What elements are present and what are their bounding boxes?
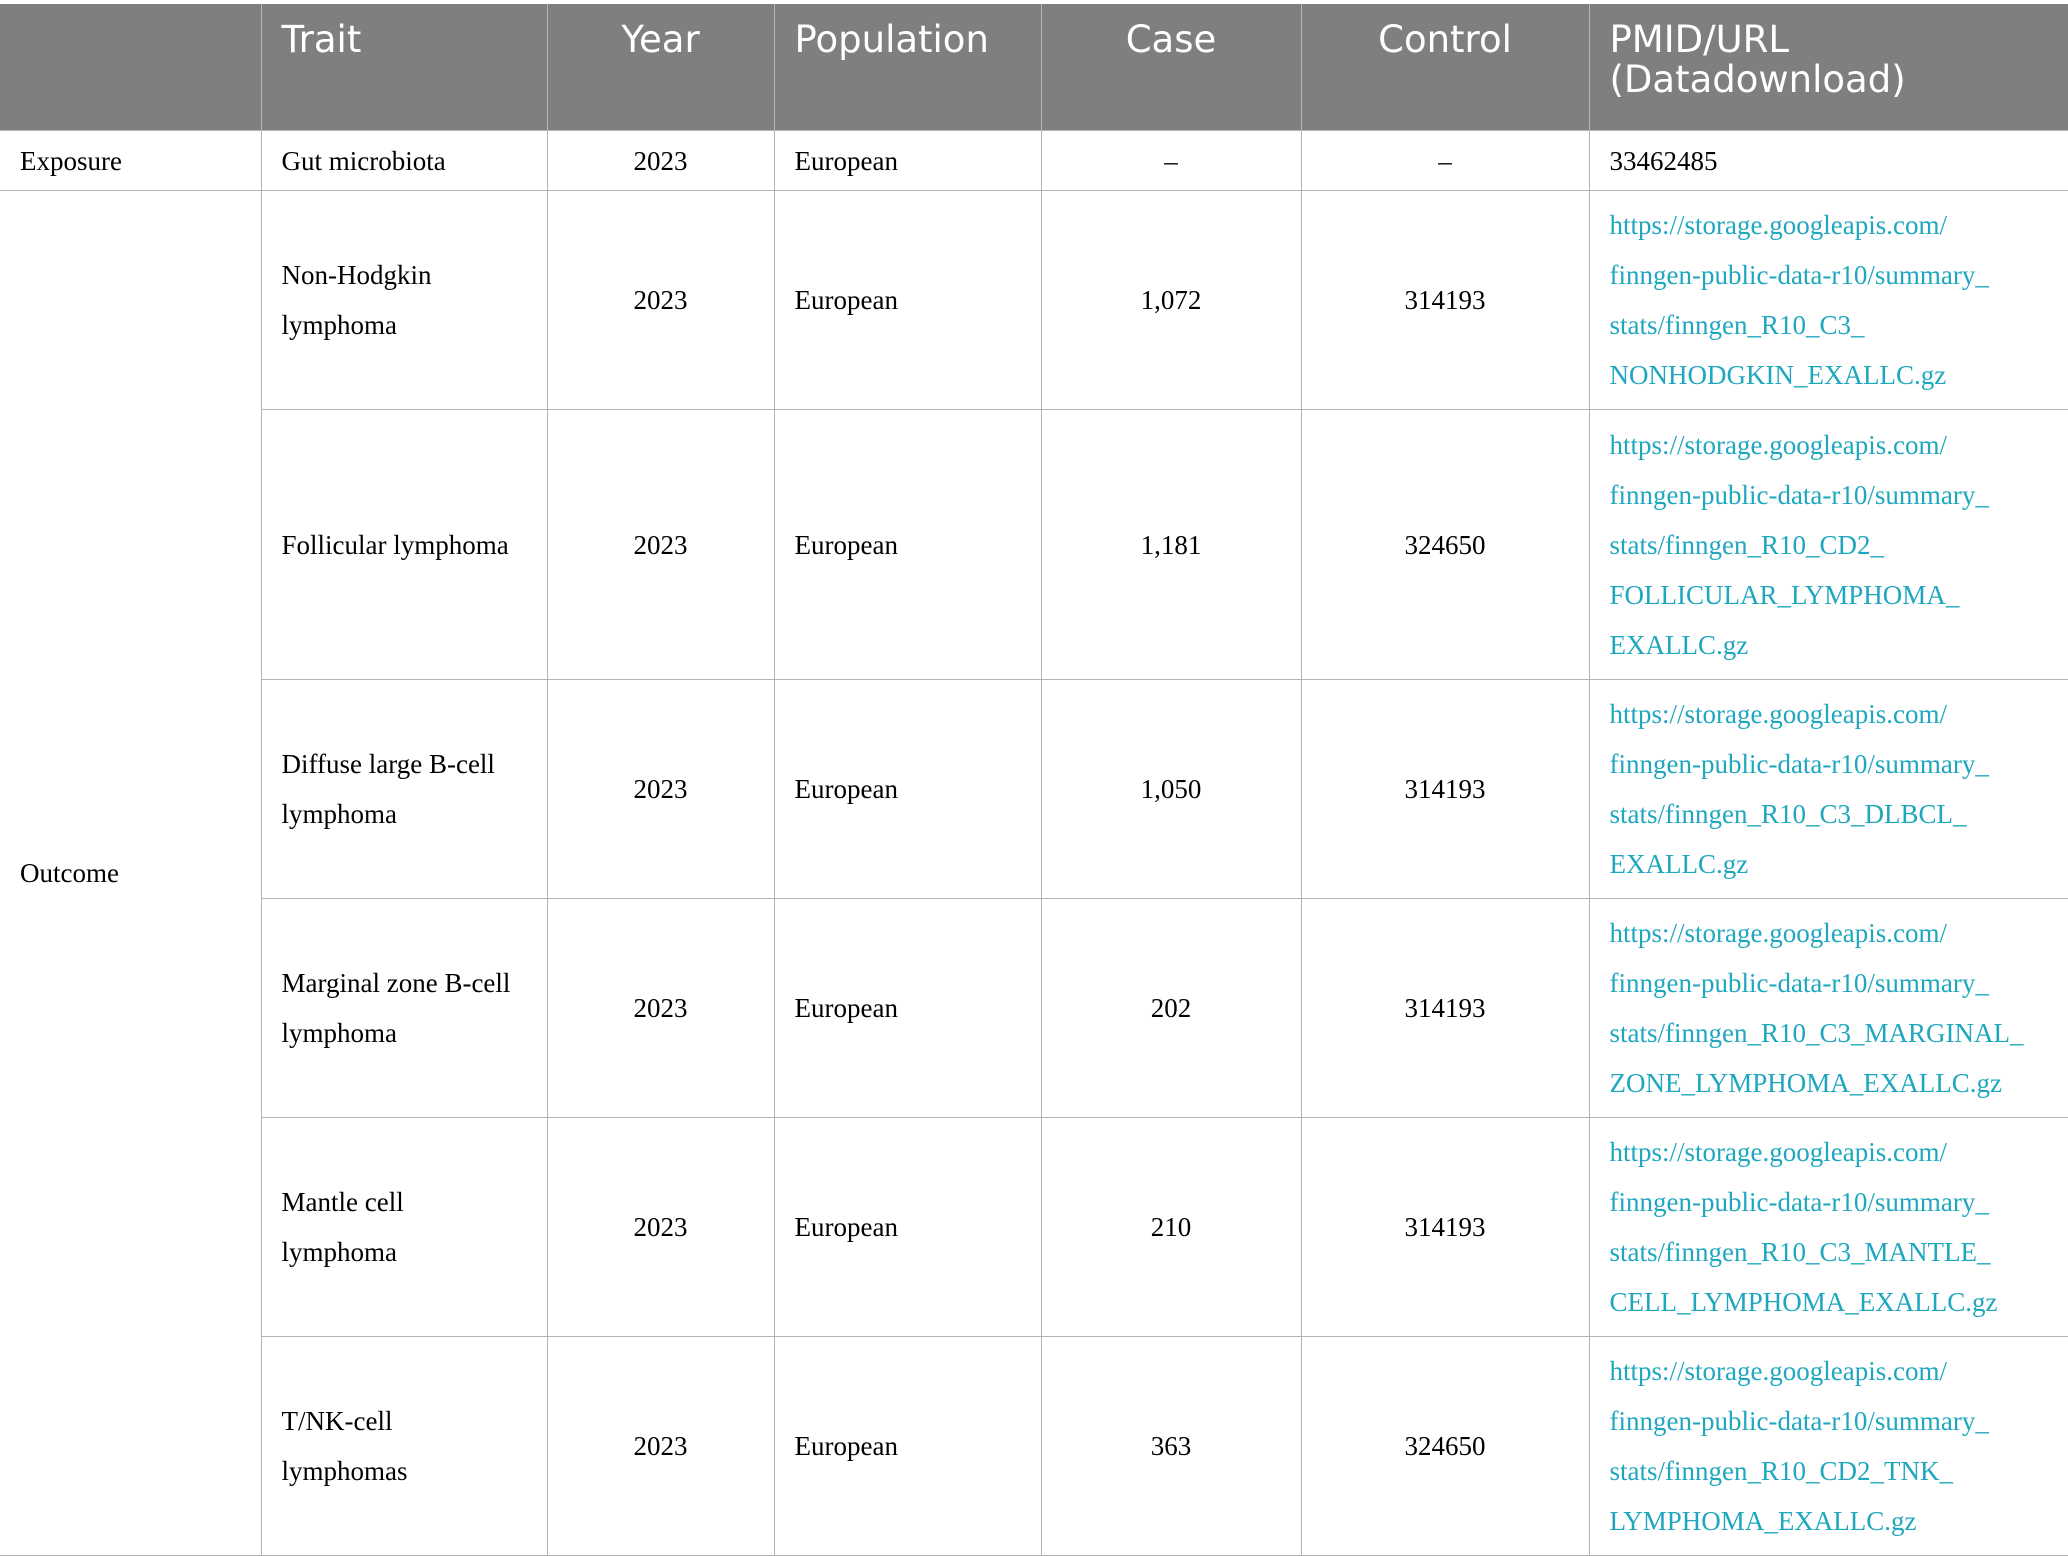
population-cell: European xyxy=(774,1118,1041,1337)
exposure-row xyxy=(0,131,2068,191)
outcome-row xyxy=(0,899,2068,1118)
header-year: Year xyxy=(547,4,774,131)
year-cell: 2023 xyxy=(547,191,774,410)
case-cell: 202 xyxy=(1041,899,1301,1118)
year-cell: 2023 xyxy=(547,680,774,899)
control-cell: 314193 xyxy=(1301,1118,1589,1337)
control-cell: 324650 xyxy=(1301,410,1589,680)
outcome-row xyxy=(0,1337,2068,1556)
population-cell: European xyxy=(774,131,1041,191)
outcome-row xyxy=(0,191,2068,410)
trait-cell: T/NK-cell lymphomas xyxy=(261,1337,547,1556)
case-cell: – xyxy=(1041,131,1301,191)
year-cell: 2023 xyxy=(547,410,774,680)
header-row xyxy=(0,4,2068,131)
data-sources-table xyxy=(0,4,2068,1556)
year-cell: 2023 xyxy=(547,1337,774,1556)
url-link[interactable]: https://storage.googleapis.com/ finngen-public-data-r10/summary_ stats/finngen_R10_CD2_ FOLLICULAR_LYMPHOMA_ EXALLC.gz xyxy=(1589,410,2068,680)
header-pmid-url: PMID/URL (Datadownload) xyxy=(1589,4,2068,131)
header-group xyxy=(0,4,261,131)
control-cell: 324650 xyxy=(1301,1337,1589,1556)
pmid-cell: 33462485 xyxy=(1589,131,2068,191)
outcome-row xyxy=(0,410,2068,680)
trait-cell: Marginal zone B-cell lymphoma xyxy=(261,899,547,1118)
control-cell: – xyxy=(1301,131,1589,191)
trait-cell: Mantle cell lymphoma xyxy=(261,1118,547,1337)
case-cell: 1,072 xyxy=(1041,191,1301,410)
year-cell: 2023 xyxy=(547,1118,774,1337)
trait-cell: Follicular lymphoma xyxy=(261,410,547,680)
group-cell: Outcome xyxy=(0,191,261,1556)
population-cell: European xyxy=(774,680,1041,899)
group-cell: Exposure xyxy=(0,131,261,191)
control-cell: 314193 xyxy=(1301,191,1589,410)
outcome-row xyxy=(0,680,2068,899)
url-link[interactable]: https://storage.googleapis.com/ finngen-public-data-r10/summary_ stats/finngen_R10_C3_DLBCL_ EXALLC.gz xyxy=(1589,680,2068,899)
case-cell: 1,181 xyxy=(1041,410,1301,680)
outcome-row xyxy=(0,1118,2068,1337)
header-control: Control xyxy=(1301,4,1589,131)
url-link[interactable]: https://storage.googleapis.com/ finngen-public-data-r10/summary_ stats/finngen_R10_C3_MARGINAL_ ZONE_LYMPHOMA_EXALLC.gz xyxy=(1589,899,2068,1118)
header-case: Case xyxy=(1041,4,1301,131)
year-cell: 2023 xyxy=(547,899,774,1118)
case-cell: 210 xyxy=(1041,1118,1301,1337)
year-cell: 2023 xyxy=(547,131,774,191)
trait-cell: Non-Hodgkin lymphoma xyxy=(261,191,547,410)
population-cell: European xyxy=(774,1337,1041,1556)
population-cell: European xyxy=(774,410,1041,680)
url-link[interactable]: https://storage.googleapis.com/ finngen-public-data-r10/summary_ stats/finngen_R10_C3_MANTLE_ CELL_LYMPHOMA_EXALLC.gz xyxy=(1589,1118,2068,1337)
population-cell: European xyxy=(774,191,1041,410)
url-link[interactable]: https://storage.googleapis.com/ finngen-public-data-r10/summary_ stats/finngen_R10_CD2_TNK_ LYMPHOMA_EXALLC.gz xyxy=(1589,1337,2068,1556)
header-trait: Trait xyxy=(261,4,547,131)
case-cell: 1,050 xyxy=(1041,680,1301,899)
population-cell: European xyxy=(774,899,1041,1118)
trait-cell: Gut microbiota xyxy=(261,131,547,191)
control-cell: 314193 xyxy=(1301,899,1589,1118)
case-cell: 363 xyxy=(1041,1337,1301,1556)
header-population: Population xyxy=(774,4,1041,131)
control-cell: 314193 xyxy=(1301,680,1589,899)
url-link[interactable]: https://storage.googleapis.com/ finngen-public-data-r10/summary_ stats/finngen_R10_C3_ NONHODGKIN_EXALLC.gz xyxy=(1589,191,2068,410)
trait-cell: Diffuse large B-cell lymphoma xyxy=(261,680,547,899)
data-table-container xyxy=(0,4,2068,1556)
